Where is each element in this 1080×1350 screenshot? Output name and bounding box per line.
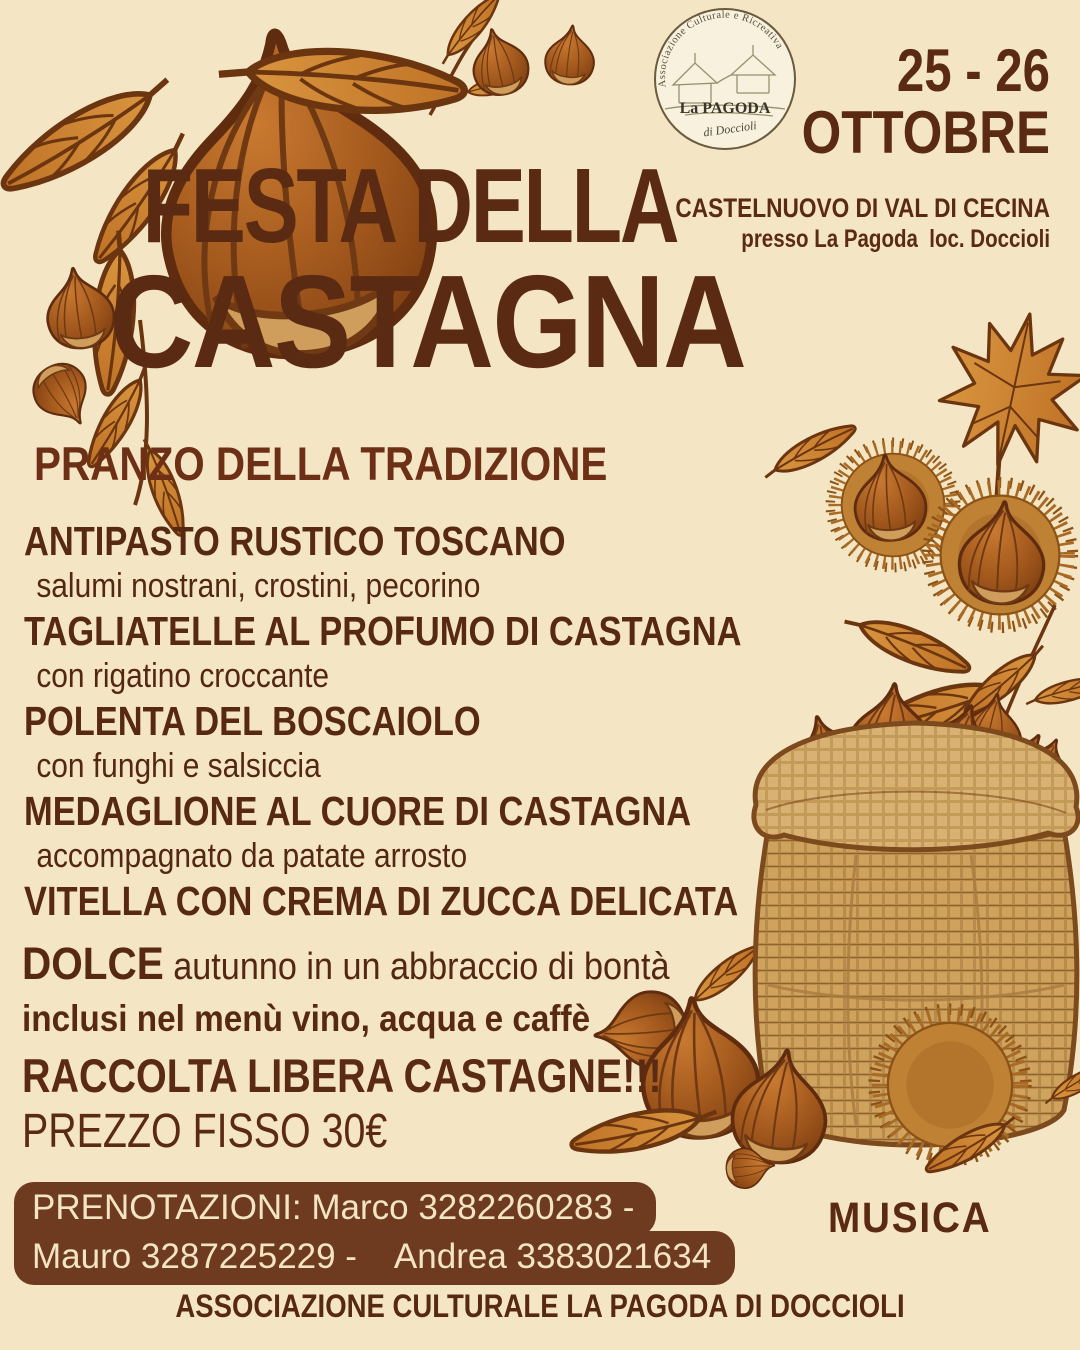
menu-item-name: ANTIPASTO RUSTICO TOSCANO	[24, 518, 566, 564]
menu-item-desc: accompagnato da patate arrosto	[36, 837, 468, 875]
logo-arc-text: Associazione Culturale e Ricreativa	[656, 9, 786, 88]
poster-title-line1: FESTA DELLA	[142, 147, 678, 265]
event-month: OTTOBRE	[801, 99, 1050, 166]
chestnut-icon	[543, 23, 598, 87]
menu-item-name: TAGLIATELLE AL PROFUMO DI CASTAGNA	[24, 608, 742, 654]
menu-item-desc: con rigatino croccante	[36, 657, 330, 695]
footer-association	[0, 1288, 1080, 1325]
included-note: inclusi nel menù vino, acqua e caffè	[22, 998, 591, 1039]
logo-title: La PAGODA	[679, 100, 771, 117]
price-line: PREZZO FISSO 30€	[22, 1105, 388, 1158]
booking-line2: Mauro 3287225229 - Andrea 3383021634	[14, 1231, 735, 1285]
section-heading: PRANZO DELLA TRADIZIONE	[34, 437, 608, 490]
logo-subtitle: di Doccioli	[702, 118, 758, 140]
menu-list	[24, 518, 744, 924]
dolce-desc: autunno in un abbraccio di bontà	[163, 946, 670, 988]
booking-line1: PRENOTAZIONI: Marco 3282260283 -	[14, 1182, 656, 1236]
menu-item-name: MEDAGLIONE AL CUORE DI CASTAGNA	[24, 788, 692, 834]
footer-text: ASSOCIAZIONE CULTURALE LA PAGODA DI DOCCIOLI	[175, 1288, 905, 1324]
menu-item-name: VITELLA CON CREMA DI ZUCCA DELICATA	[24, 878, 739, 924]
menu-item-dolce	[22, 938, 670, 990]
poster-title-line2: CASTAGNA	[109, 248, 746, 395]
dolce-label: DOLCE	[22, 938, 164, 989]
event-dates: 25 - 26	[896, 37, 1050, 104]
raccolta-line: RACCOLTA LIBERA CASTAGNE!!!	[22, 1049, 662, 1102]
event-location-line2: presso La Pagoda loc. Doccioli	[741, 225, 1050, 253]
menu-item-desc: salumi nostrani, crostini, pecorino	[36, 567, 481, 605]
poster-title	[70, 147, 746, 395]
menu-item-desc: con funghi e salsiccia	[36, 747, 321, 785]
music-label: MUSICA	[828, 1194, 992, 1242]
event-location-line1: CASTELNUOVO DI VAL DI CECINA	[675, 193, 1050, 223]
menu-item-name: POLENTA DEL BOSCAIOLO	[24, 698, 481, 744]
